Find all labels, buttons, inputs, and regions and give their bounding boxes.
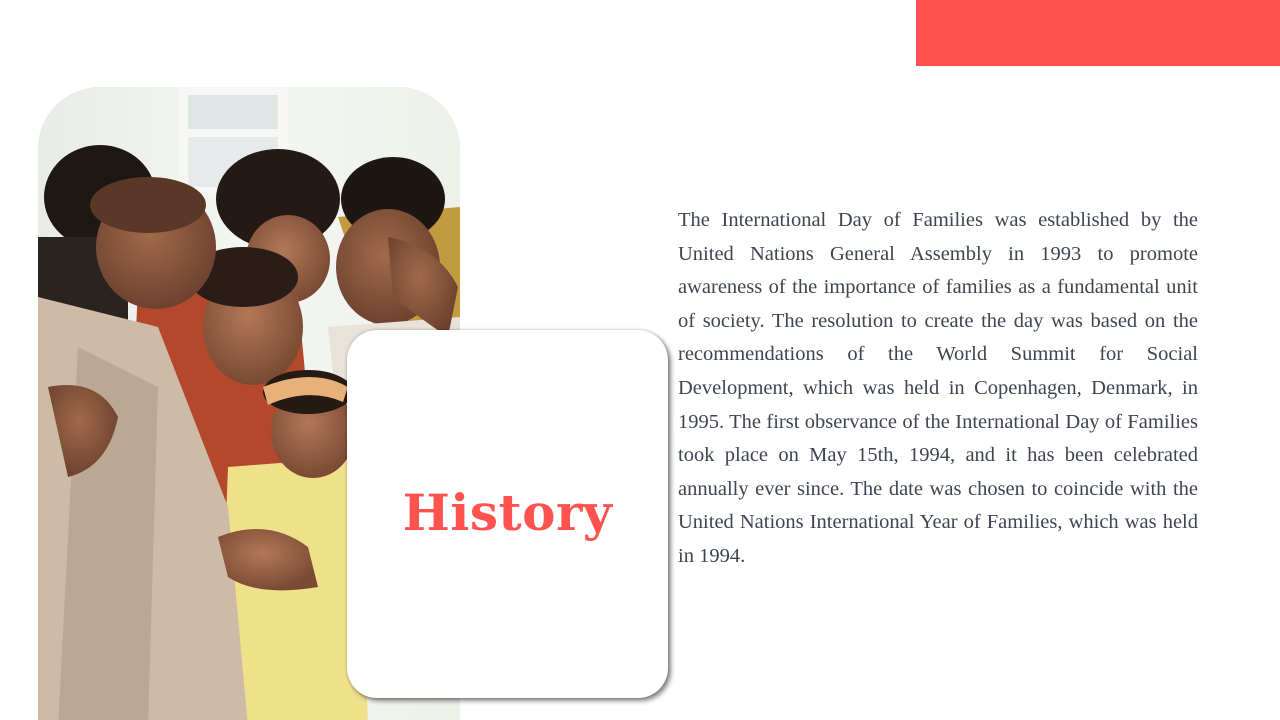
slide-title: History [402, 482, 613, 542]
title-card [347, 330, 668, 698]
history-paragraph: The International Day of Families was established by the United Nations General Assembly in 1993 to promote awareness of the importance of families as a fundamental unit of society. The resolution to create the day was based on the recommendations of the World Summit for Social Development, which was held in Copenhagen, Denmark, in 1995. The first observance of the International Day of Families took place on May 15th, 1994, and it has been celebrated annually ever since. The date was chosen to coincide with the United Nations International Year of Families, which was held in 1994. [678, 209, 1198, 567]
accent-bar [916, 0, 1280, 66]
